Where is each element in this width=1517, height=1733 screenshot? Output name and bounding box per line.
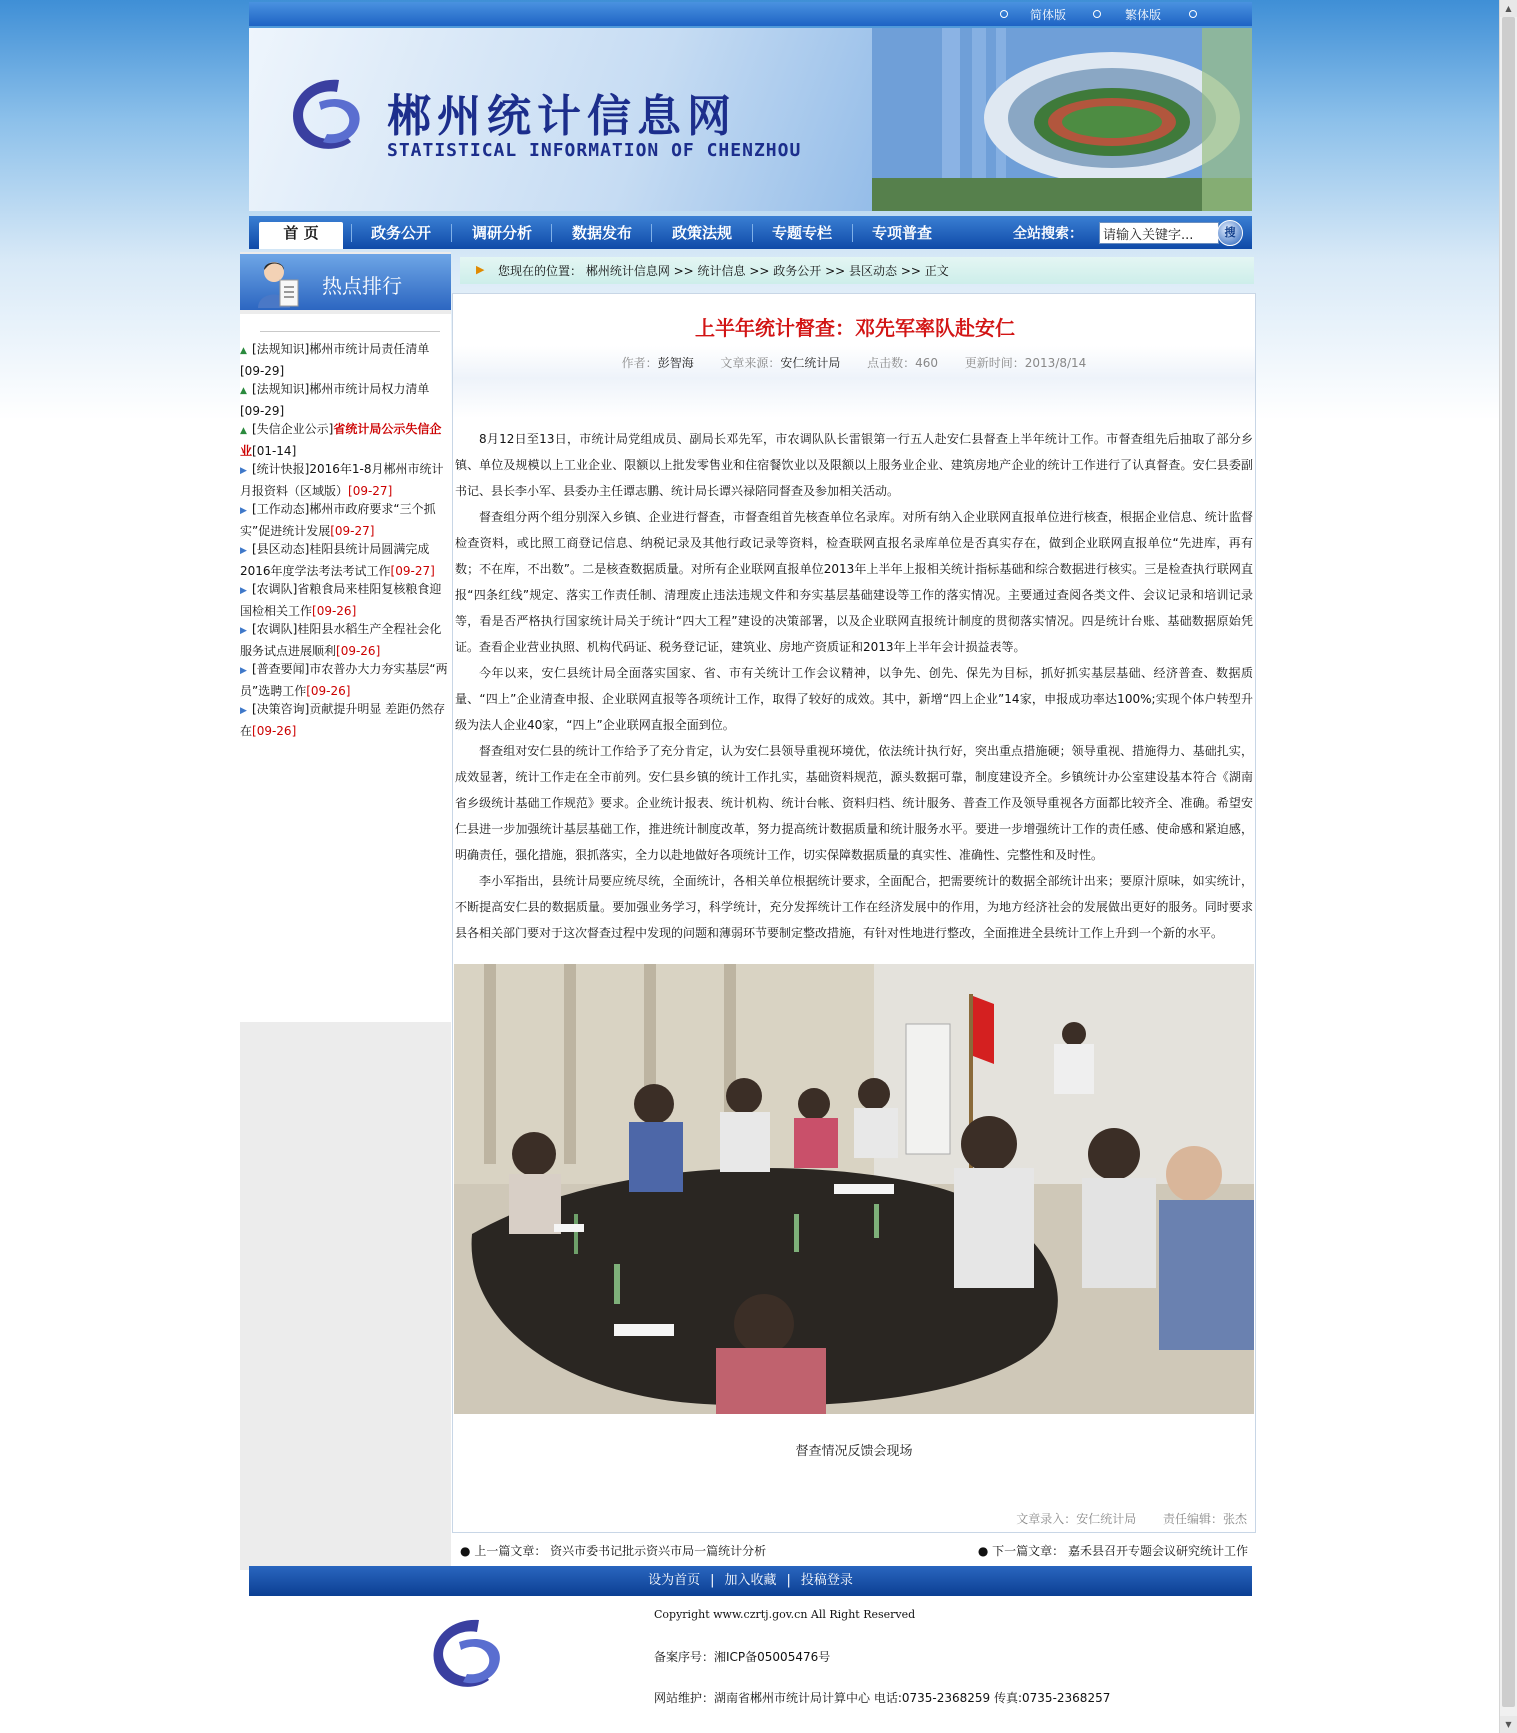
item-title: [农调队]省粮食局来桂阳复核粮食迎国检相关工作: [240, 582, 442, 618]
item-category: [失信企业公示]: [252, 422, 334, 436]
item-date: [09-27]: [348, 484, 393, 498]
hot-list-item[interactable]: [240, 539, 451, 581]
hot-ranking-title: 热点排行: [322, 274, 402, 298]
article-paragraph: 督查组对安仁县的统计工作给予了充分肯定，认为安仁县领导重视环境优，依法统计执行好，突出重点措施硬；领导重视、措施得力、基础扎实，成效显著，统计工作走在全市前列。安仁县乡镇的统计工作扎实，基础资料规范，源头数据可靠，制度建设齐全。乡镇统计办公室建设基本符合《湖南省乡级统计基础工作规范》要求。企业统计报表、统计机构、统计台帐、资料归档、统计服务、普查工作及领导重视各方面都比较齐全、准确。希望安仁县进一步加强统计基层基础工作，推进统计制度改革，努力提高统计数据质量和统计服务水平。要进一步增强统计工作的责任感、使命感和紧迫感，明确责任，强化措施，狠抓落实，全力以赴地做好各项统计工作，切实保障数据质量的真实性、准确性、完整性和及时性。: [455, 744, 1253, 862]
right-triangle-icon: ▶: [240, 666, 247, 676]
article-meta: [453, 354, 1255, 371]
footer: [249, 1596, 1252, 1716]
article: [452, 293, 1256, 1533]
tab-topics[interactable]: 专题专栏: [771, 224, 832, 242]
hot-list-item[interactable]: [240, 659, 451, 701]
circle-bullet-icon: [1093, 10, 1101, 18]
site-subtitle: STATISTICAL INFORMATION OF CHENZHOU: [387, 140, 802, 161]
nav-divider: [852, 224, 853, 242]
item-title: 省统计局公示失信企业: [240, 422, 442, 458]
prev-label: 上一篇文章：: [474, 1544, 547, 1558]
circle-bullet-icon: [1000, 10, 1008, 18]
bullet-icon: ●: [460, 1544, 471, 1558]
hits: 460: [915, 356, 939, 370]
prev-title: 资兴市委书记批示资兴市局一篇统计分析: [550, 1544, 767, 1558]
nav-divider: [351, 224, 352, 242]
vertical-scrollbar[interactable]: [1499, 0, 1517, 1733]
site-logo-icon: [279, 72, 369, 162]
author-label: 作者：: [621, 356, 658, 370]
site-banner: [249, 28, 1252, 211]
hot-ranking-header: [240, 254, 451, 310]
tab-policy[interactable]: 政策法规: [671, 224, 732, 242]
simplified-link[interactable]: 简体版: [1030, 8, 1067, 22]
item-date: [09-27]: [390, 564, 435, 578]
right-triangle-icon: ▶: [240, 626, 247, 636]
sidebar: [240, 252, 451, 1570]
item-date: [09-26]: [252, 724, 297, 738]
item-date: [09-26]: [312, 604, 357, 618]
prev-next-bar: [452, 1540, 1258, 1562]
site-title: 郴州统计信息网: [387, 91, 737, 142]
article-paragraph: 8月12日至13日，市统计局党组成员、副局长邓先军，市农调队队长雷银第一行五人赴安仁县督查上半年统计工作。市督查组先后抽取了部分乡镇、单位及规模以上工业企业、限额以上批发零售业和住宿餐饮业以及限额以上服务业企业、建筑房地产企业的统计工作进行了认真督查。安仁县委副书记、县长李小军、县委办主任谭志鹏、统计局长谭兴禄陪同督查及参加相关活动。: [455, 432, 1253, 498]
source: 安仁统计局: [780, 356, 841, 370]
editor: 安仁统计局: [1076, 1512, 1137, 1526]
updated-label: 更新时间：: [964, 356, 1025, 370]
source-label: 文章来源：: [720, 356, 781, 370]
item-date: [09-29]: [240, 364, 285, 378]
item-title: [县区动态]桂阳县统计局圆满完成2016年度学法考法考试工作: [240, 542, 430, 578]
person-clipboard-icon: [256, 258, 302, 308]
article-paragraph: 今年以来，安仁县统计局全面落实国家、省、市有关统计工作会议精神，以争先、创先、保先为目标，抓好抓实基层基础、经济普查、数据质量、“四上”企业清查申报、企业联网直报等各项统计工作，取得了较好的成效。其中，新增“四上企业”14家，申报成功率达100%;实现个体户转型升级为法人企业40家，“四上”企业联网直报全面到位。: [455, 666, 1253, 732]
article-paragraph: 李小军指出，县统计局要应统尽统，全面统计，各相关单位根据统计要求，全面配合，把需要统计的数据全部统计出来；要原汁原味，如实统计，不断提高安仁县的数据质量。要加强业务学习，科学统计，充分发挥统计工作在经济发展中的作用，为地方经济社会的发展做出更好的服务。同时要求县各相关部门要对于这次督查过程中发现的问题和薄弱环节要制定整改措施，有针对性地进行整改，全面推进全县统计工作上升到一个新的水平。: [455, 874, 1253, 940]
hot-list-item[interactable]: [240, 459, 451, 501]
hot-list-item[interactable]: [240, 379, 451, 421]
article-title: 上半年统计督查：邓先军率队赴安仁: [695, 316, 1015, 340]
scroll-up-icon[interactable]: ▲: [1500, 0, 1517, 17]
item-title: [决策咨询]贡献提升明显 差距仍然存在: [240, 702, 446, 738]
hits-label: 点击数：: [867, 356, 916, 370]
editor-label: 文章录入：: [1016, 1512, 1077, 1526]
next-article-link[interactable]: [978, 1542, 1248, 1559]
item-date: [01-14]: [252, 444, 297, 458]
updated: 2013/8/14: [1024, 356, 1087, 370]
footer-links: [249, 1566, 1252, 1596]
nav-divider: [651, 224, 652, 242]
next-title: 嘉禾县召开专题会议研究统计工作: [1067, 1544, 1248, 1558]
hot-list-item[interactable]: [240, 579, 451, 621]
right-triangle-icon: ▶: [240, 506, 247, 516]
tab-home[interactable]: 首 页: [259, 222, 343, 249]
footer-separator: |: [710, 1573, 715, 1588]
item-title: [农调队]桂阳县水稻生产全程社会化服务试点进展顺利: [240, 622, 442, 658]
search-button[interactable]: 搜: [1217, 220, 1243, 246]
tab-data-release[interactable]: 数据发布: [571, 224, 632, 242]
article-body: [453, 426, 1255, 946]
hot-list: [240, 314, 451, 1022]
breadcrumb: [460, 257, 1254, 284]
item-date: [09-26]: [336, 644, 381, 658]
next-label: 下一篇文章：: [992, 1544, 1065, 1558]
item-title: [法规知识]郴州市统计局权力清单: [252, 382, 430, 396]
right-triangle-icon: ▶: [240, 586, 247, 596]
item-title: [统计快报]2016年1-8月郴州市统计月报资料（区域版）: [240, 462, 444, 498]
item-date: [09-26]: [306, 684, 351, 698]
traditional-link[interactable]: 繁体版: [1125, 8, 1162, 22]
up-triangle-icon: ▲: [240, 346, 247, 356]
search-input[interactable]: [1099, 222, 1219, 244]
copyright-text: Copyright www.czrtj.gov.cn All Right Reserved: [654, 1608, 916, 1621]
tab-census[interactable]: 专项普查: [871, 224, 932, 242]
language-bar: [249, 2, 1252, 26]
footer-separator: |: [786, 1573, 791, 1588]
item-date: [09-27]: [330, 524, 375, 538]
hot-list-item[interactable]: [240, 419, 451, 461]
scroll-thumb[interactable]: [1502, 17, 1515, 1707]
maintenance-info: 网站维护：湖南省郴州市统计局计算中心 电话:0735-2368259 传真:0735-2368257: [654, 1691, 1111, 1705]
nav-divider: [451, 224, 452, 242]
right-triangle-icon: ▶: [240, 546, 247, 556]
nav-divider: [752, 224, 753, 242]
up-triangle-icon: ▲: [240, 386, 247, 396]
tab-research[interactable]: 调研分析: [471, 224, 532, 242]
breadcrumb-text[interactable]: 您现在的位置： 郴州统计信息网 >> 统计信息 >> 政务公开 >> 县区动态 >> 正文: [498, 264, 949, 278]
set-homepage-link[interactable]: 设为首页: [648, 1573, 701, 1588]
item-title: [工作动态]郴州市政府要求“三个抓实”促进统计发展: [240, 502, 436, 538]
arrow-icon: ▶: [476, 263, 485, 276]
tab-government[interactable]: 政务公开: [370, 224, 431, 242]
prev-article-link[interactable]: [460, 1542, 766, 1559]
circle-bullet-icon: [1189, 10, 1197, 18]
bullet-icon: ●: [977, 1544, 989, 1558]
item-title: [法规知识]郴州市统计局责任清单: [252, 342, 430, 356]
hot-list-item[interactable]: [240, 699, 451, 741]
up-triangle-icon: ▲: [240, 426, 247, 436]
main-nav: [249, 216, 1252, 249]
scroll-down-icon[interactable]: ▼: [1500, 1716, 1517, 1733]
hot-list-item[interactable]: [240, 339, 451, 381]
article-signoff: [1016, 1510, 1247, 1527]
submit-login-link[interactable]: 投稿登录: [800, 1573, 853, 1588]
divider: [260, 331, 440, 332]
photo-caption: 督查情况反馈会现场: [795, 1444, 913, 1459]
article-paragraph: 督查组分两个组分别深入乡镇、企业进行督查，市督查组首先核查单位名录库。对所有纳入企业联网直报单位进行核查，根据企业信息、统计监督检查资料，或比照工商登记信息、纳税记录及其他行政记录等资料，检查联网直报名录库单位是否真实存在，做到企业联网直报单位“先进库，再有数；不在库，不出数”。二是核查数据质量。对所有企业联网直报单位2013年上半年上报相关统计指标基础和综合数据进行核实。三是检查执行联网直报“四条红线”规定、落实工作责任制、清理废止违法违规文件和夯实基层基础建设等工作的落实情况。主要通过查阅各类文件、会议记录和培训记录等，看是否严格执行国家统计局关于统计“四大工程”建设的决策部署，以及企业联网直报统计制度的贯彻落实情况。四是统计台账、基础数据原始凭证。查看企业营业执照、机构代码证、税务登记证，建筑业、房地产资质证和2013年上半年会计损益表等。: [455, 510, 1253, 654]
search-label: 全站搜索：: [1013, 226, 1083, 242]
responsible-label: 责任编辑：: [1162, 1512, 1223, 1526]
right-triangle-icon: ▶: [240, 466, 247, 476]
responsible: 张杰: [1222, 1512, 1247, 1526]
footer-logo-icon: [421, 1614, 511, 1700]
item-title: [普查要闻]市农普办大力夯实基层“两员”选聘工作: [240, 662, 448, 698]
add-favorite-link[interactable]: 加入收藏: [724, 1573, 777, 1588]
right-triangle-icon: ▶: [240, 706, 247, 716]
hot-list-item[interactable]: [240, 619, 451, 661]
item-date: [09-29]: [240, 404, 285, 418]
stadium-image: [872, 28, 1252, 211]
hot-list-item[interactable]: [240, 499, 451, 541]
author: 彭智海: [657, 356, 694, 370]
icp-record[interactable]: 备案序号：湘ICP备05005476号: [654, 1650, 831, 1664]
meeting-photo: [454, 964, 1254, 1414]
nav-divider: [551, 224, 552, 242]
